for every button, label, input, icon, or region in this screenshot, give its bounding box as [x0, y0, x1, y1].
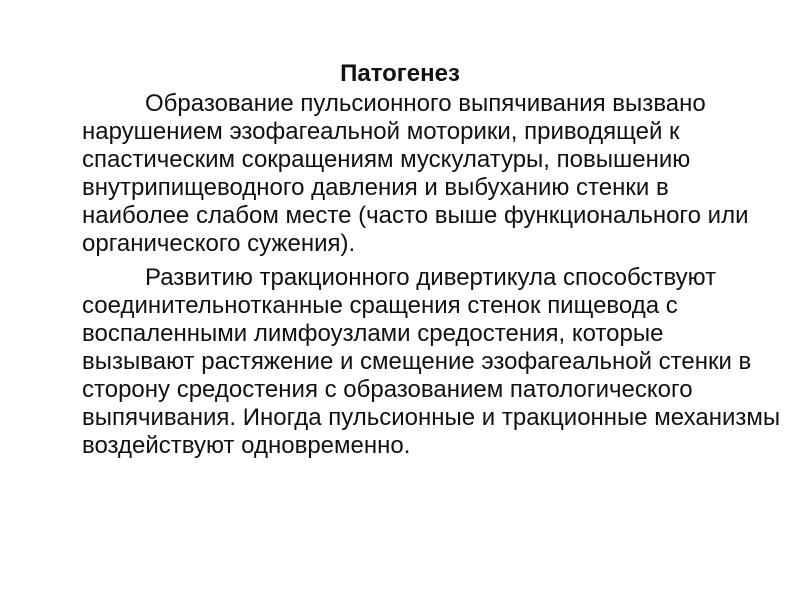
paragraph-traction: Развитию тракционного дивертикула способствуют соединительнотканные сращения стенок пищевода с воспаленными лимфоузлами средостения, которые вызывают растяжение и смещение эзофагеальной стенки в сторону средостения с образованием патологического выпячивания. Иногда пульсионные и тракционные механизмы воздействуют одновременно. [82, 264, 781, 459]
slide-body [82, 90, 782, 466]
slide-title: Патогенез [340, 60, 460, 87]
paragraph-pulsion: Образование пульсионного выпячивания вызвано нарушением эзофагеальной моторики, приводящей к спастическим сокращениям мускулатуры, повышению внутрипищеводного давления и выбуханию стенки в наиболее слабом месте (часто выше функционального или органического сужения). [82, 90, 749, 257]
